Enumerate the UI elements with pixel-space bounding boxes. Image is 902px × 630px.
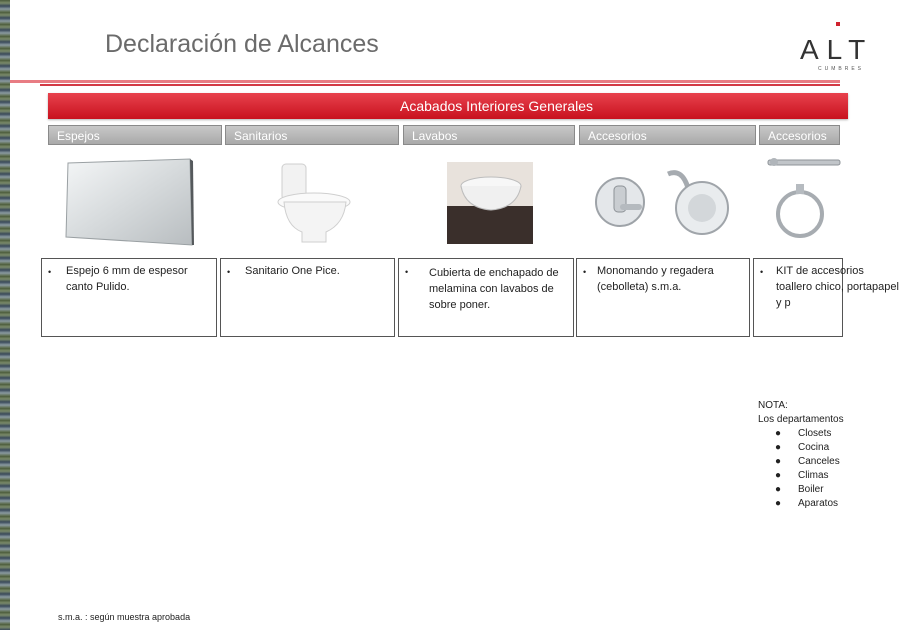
note-item-label: Boiler bbox=[798, 484, 824, 495]
note-item-label: Closets bbox=[798, 428, 832, 439]
column-header-lavabos: Lavabos bbox=[403, 125, 575, 145]
sink-image bbox=[447, 162, 533, 244]
note-intro: Los departamentos bbox=[758, 414, 844, 425]
column-header-accesorios-1: Accesorios bbox=[579, 125, 756, 145]
bullet: • bbox=[48, 267, 52, 277]
mirror-image bbox=[64, 157, 194, 249]
note-block bbox=[758, 399, 844, 511]
column-header-sanitarios: Sanitarios bbox=[225, 125, 399, 145]
side-decorative-strip bbox=[0, 0, 10, 630]
shower-faucet-image bbox=[590, 160, 740, 240]
description-box-accesorios-2 bbox=[753, 258, 899, 337]
section-banner bbox=[48, 93, 848, 119]
note-item: ● Canceles bbox=[775, 456, 840, 467]
note-item-label: Climas bbox=[798, 470, 829, 481]
column-header-accesorios-2: Accesorios bbox=[759, 125, 840, 145]
note-item: ● Closets bbox=[775, 428, 832, 439]
description-text-espejos: Espejo 6 mm de espesor canto Pulido. bbox=[66, 265, 188, 293]
description-box-sanitarios bbox=[220, 258, 395, 337]
note-item-label: Cocina bbox=[798, 442, 830, 453]
note-item: ● Climas bbox=[775, 470, 829, 481]
description-text-lavabos: Cubierta de enchapado de melamina con lavabos de sobre poner. bbox=[429, 267, 559, 311]
note-item: ● Boiler bbox=[775, 484, 824, 495]
bullet: • bbox=[760, 267, 764, 277]
description-text-sanitarios: Sanitario One Pice. bbox=[245, 265, 340, 277]
footnote: s.m.a. : según muestra aprobada bbox=[58, 612, 191, 622]
description-text-accesorios-2: KIT de accesorios toallero chico, portapapel y p bbox=[776, 265, 899, 309]
bullet: • bbox=[405, 267, 409, 277]
section-banner-label: Acabados Interiores Generales bbox=[400, 98, 593, 114]
toilet-image bbox=[268, 162, 358, 244]
header-divider-dark bbox=[40, 84, 840, 86]
description-box-espejos bbox=[41, 258, 217, 337]
bullet: • bbox=[227, 267, 231, 277]
brand-logo-subtitle: CUMBRES bbox=[818, 66, 865, 72]
note-item-label: Canceles bbox=[798, 456, 840, 467]
note-item-label: Aparatos bbox=[798, 498, 839, 509]
note-list bbox=[758, 427, 844, 511]
note-title: NOTA: bbox=[758, 400, 788, 411]
note-item: ● Aparatos bbox=[775, 498, 839, 509]
bath-accessories-image bbox=[768, 156, 840, 246]
description-text-accesorios-1: Monomando y regadera (cebolleta) s.m.a. bbox=[597, 265, 714, 293]
brand-logo: ALT bbox=[800, 34, 874, 65]
column-header-espejos: Espejos bbox=[48, 125, 222, 145]
description-box-lavabos bbox=[398, 258, 574, 337]
description-box-accesorios-1 bbox=[576, 258, 750, 337]
page-title: Declaración de Alcances bbox=[105, 30, 379, 58]
logo-accent-mark bbox=[836, 22, 840, 26]
bullet: • bbox=[583, 267, 587, 277]
header-divider-light bbox=[10, 80, 840, 83]
note-item: ● Cocina bbox=[775, 442, 830, 453]
